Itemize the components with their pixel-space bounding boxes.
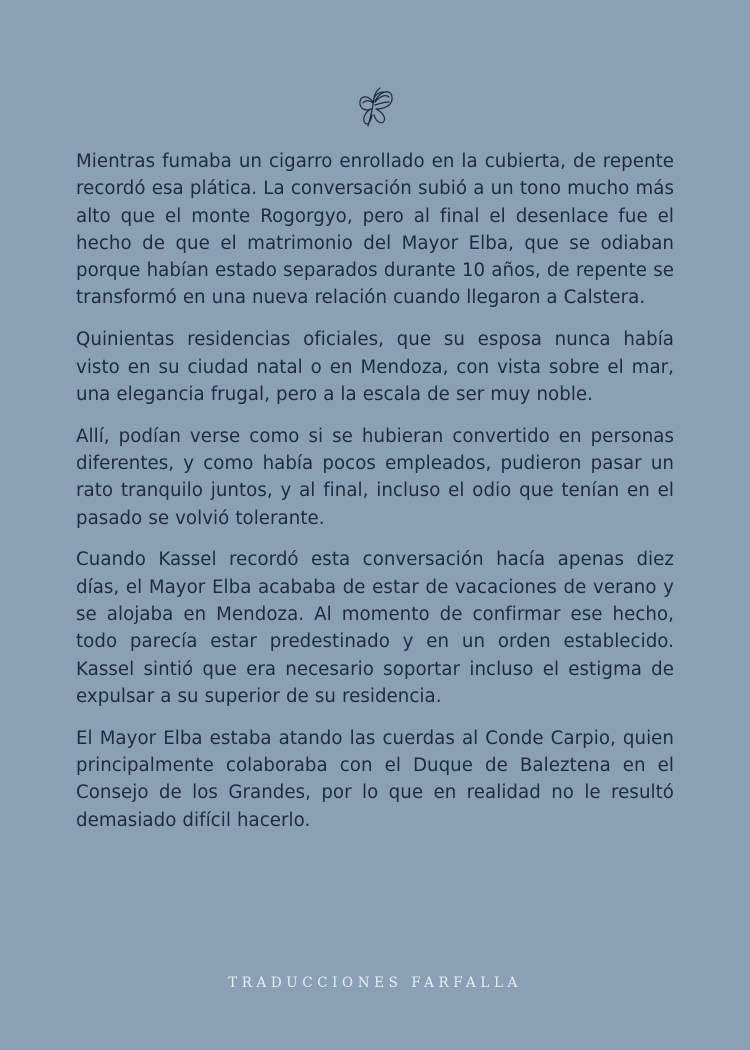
paragraph: Quinientas residencias oficiales, que su esposa nunca había visto en su ciudad natal o en Mendoza, con vista sobre el mar, una elegancia frugal, pero a la escala de ser muy noble.: [76, 329, 674, 405]
paragraph: Allí, podían verse como si se hubieran convertido en personas diferentes, y como había pocos empleados, pudieron pasar un rato tranquilo juntos, y al final, incluso el odio que tenían en el pasado se volvió tolerante.: [76, 425, 674, 529]
paragraph: Mientras fumaba un cigarro enrollado en la cubierta, de repente recordó esa plática. La conversación subió a un tono mucho más alto que el monte Rogorgyo, pero al final el desenlace fue el hecho de que el matrimonio del Mayor Elba, que se odiaban porque habían estado separados durante 10 años, de repente se transformó en una nueva relación cuando llegaron a Calstera.: [76, 151, 674, 309]
page-footer: TRADUCCIONES FARFALLA: [228, 975, 522, 991]
paragraph: Cuando Kassel recordó esta conversación hacía apenas diez días, el Mayor Elba acababa de estar de vacaciones de verano y se alojaba en Mendoza. Al momento de confirmar ese hecho, todo parecía estar predestinado y en un orden establecido. Kassel sintió que era necesario soportar incluso el estigma de expulsar a su superior de su residencia.: [76, 549, 674, 707]
butterfly-icon: [355, 84, 395, 130]
body-text: [76, 148, 674, 848]
paragraph: El Mayor Elba estaba atando las cuerdas al Conde Carpio, quien principalmente colaboraba con el Duque de Baleztena en el Consejo de los Grandes, por lo que en realidad no le resultó demasiado difícil hacerlo.: [76, 727, 674, 831]
